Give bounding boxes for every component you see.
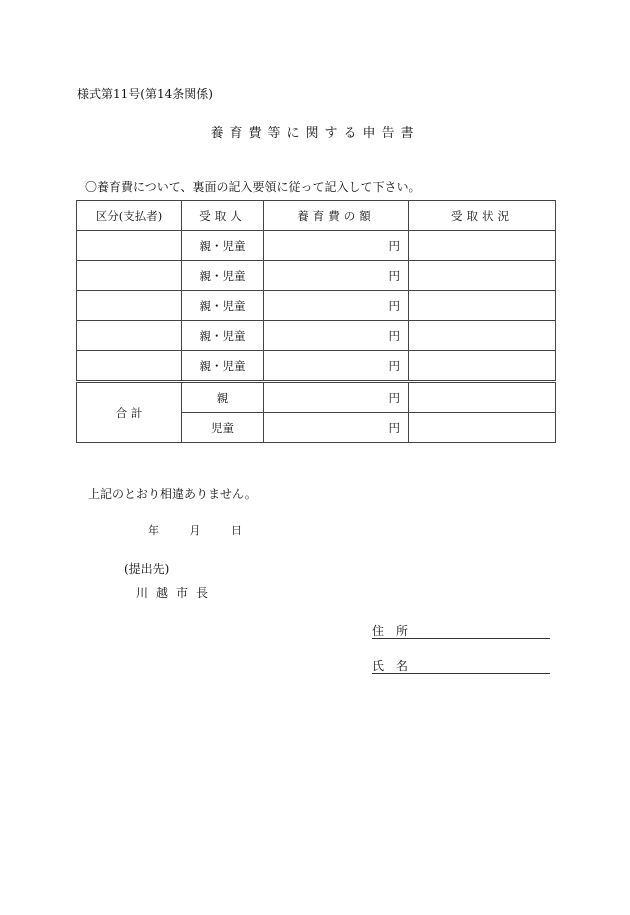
status-cell[interactable] (409, 291, 556, 321)
document-title: 養育費等に関する申告書 (210, 126, 420, 141)
category-cell[interactable] (77, 351, 182, 382)
table-row (77, 231, 556, 261)
header-recipient: 受取人 (182, 201, 264, 231)
recipient-cell: 親・児童 (182, 261, 264, 291)
category-cell[interactable] (77, 231, 182, 261)
header-category: 区分(支払者) (77, 201, 182, 231)
date-month: 月 (189, 524, 201, 537)
recipient-cell: 親・児童 (182, 291, 264, 321)
status-cell[interactable] (409, 261, 556, 291)
header-amount: 養育費の額 (264, 201, 409, 231)
status-cell[interactable] (409, 413, 556, 443)
amount-cell[interactable]: 円 (264, 291, 409, 321)
status-cell[interactable] (409, 321, 556, 351)
address-label: 住所 (372, 624, 421, 638)
category-cell[interactable] (77, 261, 182, 291)
recipient-cell: 児童 (182, 413, 264, 443)
date-day: 日 (231, 524, 242, 537)
form-number: 様式第11号(第14条関係) (77, 87, 213, 101)
table-row (77, 261, 556, 291)
recipient-cell: 親 (182, 382, 264, 413)
status-cell[interactable] (409, 231, 556, 261)
header-status: 受取状況 (409, 201, 556, 231)
name-label: 氏名 (372, 659, 421, 673)
name-field[interactable] (372, 657, 550, 674)
table-row (77, 321, 556, 351)
recipient-office: 川越市長 (136, 586, 217, 600)
table-row (77, 351, 556, 382)
table-header-row (77, 201, 556, 231)
amount-cell[interactable]: 円 (264, 351, 409, 382)
total-label: 合 計 (77, 382, 182, 443)
recipient-cell: 親・児童 (182, 321, 264, 351)
category-cell[interactable] (77, 321, 182, 351)
amount-cell[interactable]: 円 (264, 413, 409, 443)
status-cell[interactable] (409, 351, 556, 382)
status-cell[interactable] (409, 382, 556, 413)
amount-cell[interactable]: 円 (264, 382, 409, 413)
amount-cell[interactable]: 円 (264, 321, 409, 351)
total-row-parent (77, 382, 556, 413)
table-row (77, 291, 556, 321)
amount-cell[interactable]: 円 (264, 231, 409, 261)
recipient-cell: 親・児童 (182, 231, 264, 261)
recipient-cell: 親・児童 (182, 351, 264, 382)
amount-cell[interactable]: 円 (264, 261, 409, 291)
child-support-table (76, 200, 556, 443)
address-field[interactable] (372, 622, 550, 639)
confirmation-text: 上記のとおり相違ありません。 (88, 487, 257, 501)
instruction-text: 〇養育費について、裏面の記入要領に従って記入して下さい。 (85, 180, 421, 194)
category-cell[interactable] (77, 291, 182, 321)
date-line (148, 522, 242, 538)
submit-to-label: (提出先) (124, 562, 170, 576)
date-year: 年 (148, 524, 159, 537)
